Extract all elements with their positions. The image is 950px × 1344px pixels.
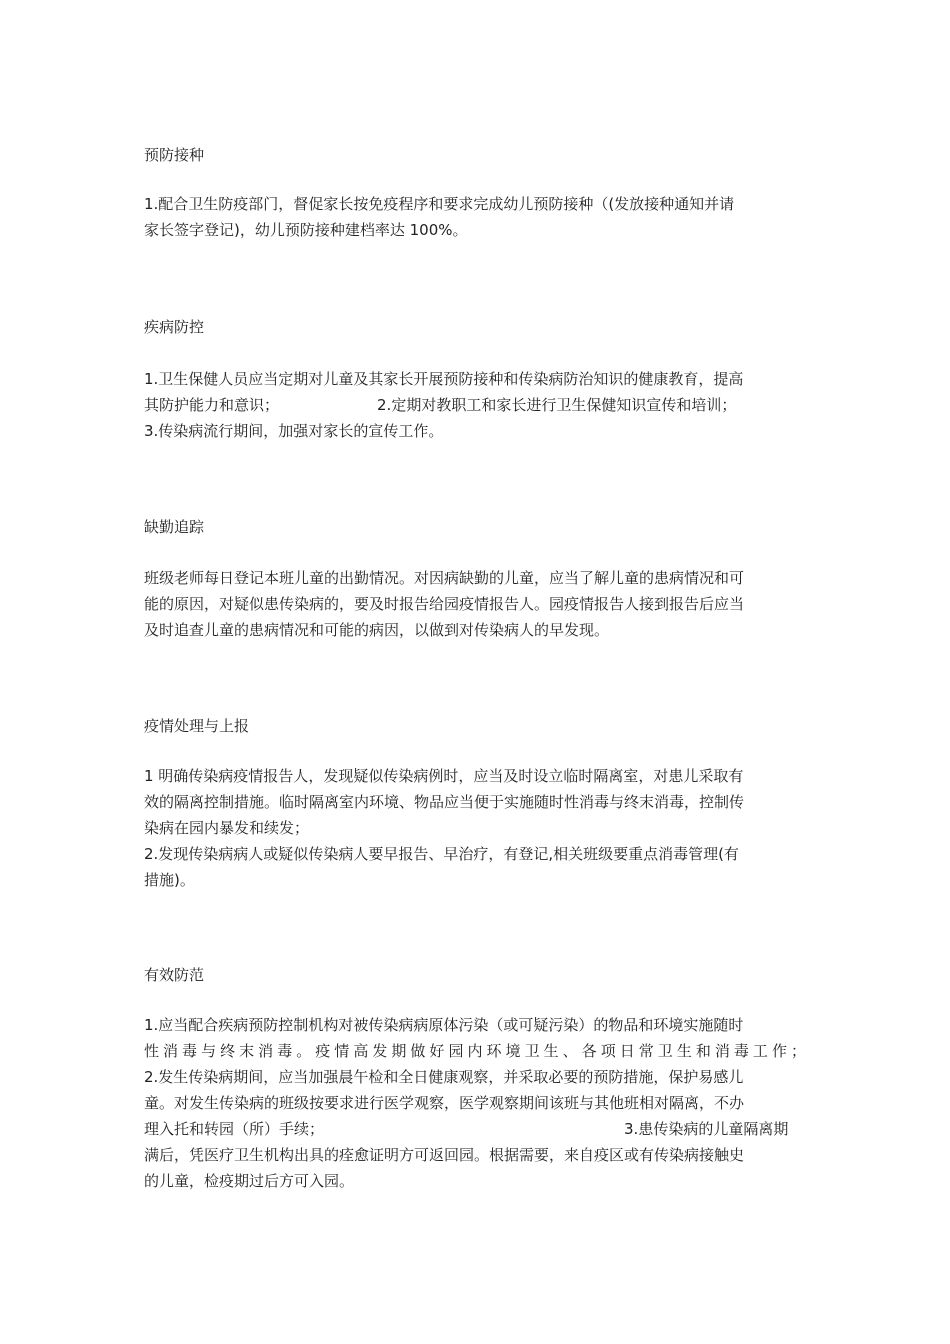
text-line: 1.卫生保健人员应当定期对儿童及其家长开展预防接种和传染病防治知识的健康教育，提高	[144, 370, 744, 388]
text-line: 家长签字登记)，幼儿预防接种建档率达 100%。	[144, 221, 468, 239]
text-line: 1.应当配合疾病预防控制机构对被传染病病原体污染（或可疑污染）的物品和环境实施随时	[144, 1016, 744, 1034]
text-line: 性消毒与终末消毒。疫情高发期做好园内环境卫生、各项日常卫生和消毒工作；	[144, 1042, 806, 1060]
text-line: 3.患传染病的儿童隔离期	[624, 1120, 789, 1138]
text-line: 童。对发生传染病的班级按要求进行医学观察，医学观察期间该班与其他班相对隔离，不办	[144, 1094, 745, 1112]
text-line: 2.发现传染病病人或疑似传染病人要早报告、早治疗，有登记,相关班级要重点消毒管理(有	[144, 845, 739, 863]
text-line: 效的隔离控制措施。临时隔离室内环境、物品应当便于实施随时性消毒与终末消毒，控制传	[144, 793, 745, 811]
section-paragraph	[144, 565, 806, 643]
text-line: 班级老师每日登记本班儿童的出勤情况。对因病缺勤的儿童，应当了解儿童的患病情况和可	[144, 569, 745, 587]
section-heading: 预防接种	[144, 146, 205, 164]
text-line-group	[144, 1116, 806, 1142]
text-line: 的儿童，检疫期过后方可入园。	[144, 1172, 355, 1190]
section-heading: 有效防范	[144, 966, 205, 984]
text-line: 满后，凭医疗卫生机构出具的痊愈证明方可返回园。根据需要，来自疫区或有传染病接触史	[144, 1146, 745, 1164]
text-line: 其防护能力和意识；	[144, 396, 280, 414]
text-line: 措施)。	[144, 871, 195, 889]
text-line: 2.发生传染病期间，应当加强晨午检和全日健康观察，并采取必要的预防措施，保护易感儿	[144, 1068, 744, 1086]
section-heading: 疾病防控	[144, 318, 205, 336]
text-line: 及时追查儿童的患病情况和可能的病因，以做到对传染病人的早发现。	[144, 621, 610, 639]
text-line: 2.定期对教职工和家长进行卫生保健知识宣传和培训；	[377, 396, 737, 414]
section-heading: 疫情处理与上报	[144, 717, 250, 735]
section-paragraph	[144, 763, 806, 893]
section-heading: 缺勤追踪	[144, 518, 205, 536]
text-line-group	[144, 392, 806, 418]
section-paragraph	[144, 366, 806, 444]
text-line: 理入托和转园（所）手续；	[144, 1120, 325, 1138]
section-paragraph	[144, 191, 806, 243]
text-line: 1.配合卫生防疫部门，督促家长按免疫程序和要求完成幼儿预防接种（(发放接种通知并请	[144, 195, 735, 213]
text-line: 染病在园内暴发和续发；	[144, 819, 310, 837]
section-paragraph	[144, 1012, 806, 1194]
text-line: 能的原因，对疑似患传染病的，要及时报告给园疫情报告人。园疫情报告人接到报告后应当	[144, 595, 745, 613]
text-line: 1 明确传染病疫情报告人，发现疑似传染病例时，应当及时设立临时隔离室，对患儿采取有	[144, 767, 744, 785]
text-line: 3.传染病流行期间，加强对家长的宣传工作。	[144, 422, 444, 440]
